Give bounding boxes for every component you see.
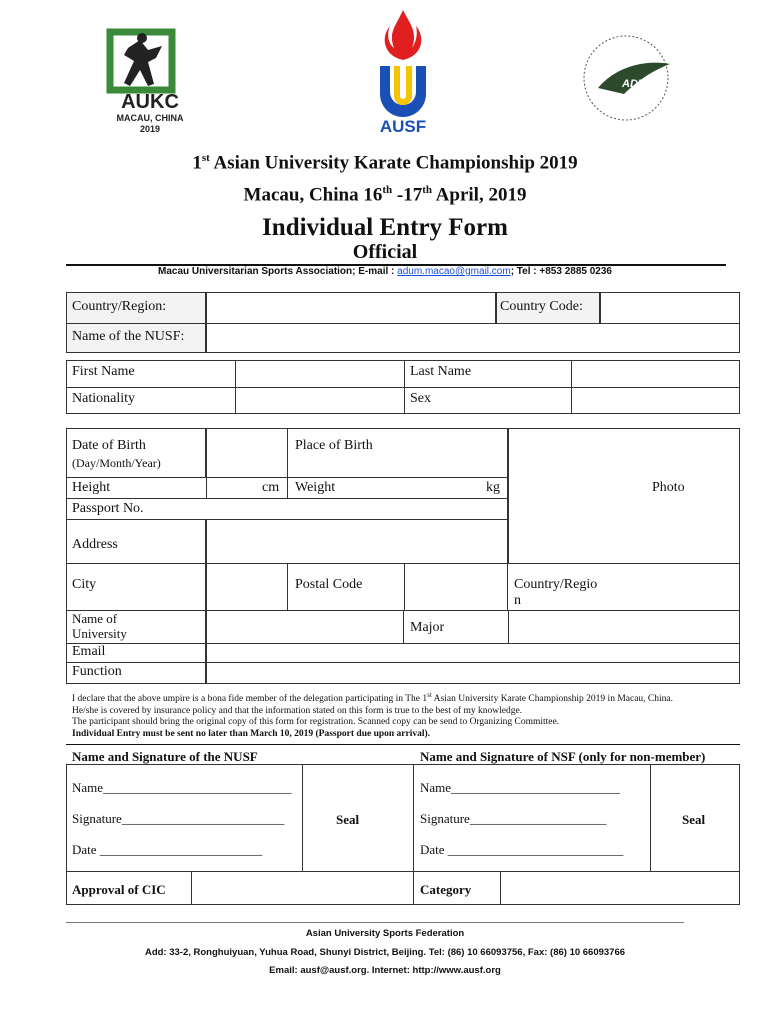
country-code-field[interactable]	[600, 292, 740, 324]
place-of-birth-label: Place of Birth	[295, 438, 373, 453]
country-region-2-label: Country/Regio n	[514, 577, 598, 608]
adum-logo	[568, 30, 684, 126]
city-field[interactable]	[206, 563, 288, 611]
nsf-name-line[interactable]: Name__________________________	[420, 780, 621, 795]
event-date-location: Macau, China 16th -17th April, 2019	[243, 184, 527, 206]
ausf-logo-text: AUSF	[379, 117, 427, 136]
nusf-signature-line[interactable]: Signature_________________________	[72, 811, 285, 826]
nsf-signature-line[interactable]: Signature_____________________	[420, 811, 607, 826]
adum-logo-text: ADUM	[622, 78, 655, 90]
passport-label: Passport No.	[72, 501, 144, 516]
form-subtitle: Official	[352, 241, 418, 263]
declaration-divider	[66, 744, 740, 745]
nusf-name-line[interactable]: Name_____________________________	[72, 780, 292, 795]
weight-unit: kg	[486, 480, 500, 495]
weight-label: Weight	[295, 480, 336, 495]
cic-approval-label: Approval of CIC	[72, 882, 166, 897]
height-unit: cm	[262, 480, 280, 495]
championship-title: 1st Asian University Karate Championship 2019	[192, 152, 578, 174]
declaration-text: I declare that the above umpire is a bona fide member of the delegation participating in The 1st Asian University Karate Championship 2019 in Macau, China. He/she is covered by insurance policy and that the information stated on this form is true to the best of my knowledge. The participant should bring the original copy of this form for registration. Scanned copy can be send to Organizing Committee. Individual Entry must be sent no later than March 10, 2019 (Passport due upon arrival).	[72, 691, 673, 739]
sex-label: Sex	[410, 391, 431, 406]
form-title: Individual Entry Form	[262, 214, 508, 241]
postal-code-field[interactable]	[404, 563, 508, 611]
footer-divider	[66, 922, 684, 923]
aukc-logo-city: MACAU, CHINA	[116, 113, 184, 123]
university-label: Name of University	[72, 611, 127, 641]
ausf-logo	[366, 8, 440, 136]
nusf-date-line[interactable]: Date _________________________	[72, 842, 263, 857]
footer-address: Add: 33-2, Ronghuiyuan, Yuhua Road, Shunyi District, Beijing. Tel: (86) 10 66093756, Fax: (86) 10 66093766	[144, 947, 626, 958]
nsf-seal-label: Seal	[682, 812, 706, 827]
nusf-signature-heading: Name and Signature of the NUSF	[72, 749, 258, 764]
first-name-field[interactable]	[235, 360, 405, 388]
major-label: Major	[410, 620, 445, 635]
height-label: Height	[72, 480, 111, 495]
university-field[interactable]	[206, 610, 404, 644]
category-field[interactable]	[500, 871, 740, 905]
aukc-logo-text: AUKC	[121, 91, 179, 113]
nusf-name-label: Name of the NUSF:	[72, 329, 185, 344]
address-label: Address	[72, 537, 118, 552]
aukc-logo	[100, 28, 200, 138]
nationality-label: Nationality	[72, 391, 135, 406]
country-code-label: Country Code:	[500, 299, 583, 314]
country-region-label: Country/Region:	[72, 299, 167, 314]
photo-box[interactable]	[508, 428, 740, 564]
email-field[interactable]	[206, 643, 740, 663]
nsf-date-line[interactable]: Date ___________________________	[420, 842, 624, 857]
country-region-field[interactable]	[206, 292, 496, 324]
dob-field[interactable]	[206, 428, 288, 478]
major-field[interactable]	[508, 610, 740, 644]
nusf-name-field[interactable]	[206, 323, 740, 353]
sex-field[interactable]	[571, 387, 740, 414]
last-name-label: Last Name	[410, 364, 472, 379]
cic-approval-field[interactable]	[191, 871, 414, 905]
email-label: Email	[72, 644, 106, 659]
category-label: Category	[420, 882, 472, 897]
nsf-signature-heading: Name and Signature of NSF (only for non-member)	[420, 749, 706, 764]
organizer-contact: Macau Universitarian Sports Association; E-mail : adum.macao@gmail.com; Tel : +853 2885 0236	[158, 266, 612, 277]
organizer-email-link[interactable]: adum.macao@gmail.com	[397, 266, 511, 277]
photo-label: Photo	[652, 480, 685, 495]
dob-format-hint: (Day/Month/Year)	[72, 456, 161, 470]
function-field[interactable]	[206, 662, 740, 684]
footer-web: Email: ausf@ausf.org. Internet: http://www.ausf.org	[269, 965, 501, 976]
first-name-label: First Name	[72, 364, 135, 379]
nusf-seal-label: Seal	[336, 812, 360, 827]
dob-label: Date of Birth	[72, 438, 146, 453]
footer-org-name: Asian University Sports Federation	[305, 928, 465, 939]
address-field[interactable]	[206, 519, 508, 564]
function-label: Function	[72, 664, 122, 679]
nationality-field[interactable]	[235, 387, 405, 414]
aukc-logo-year: 2019	[139, 124, 161, 134]
last-name-field[interactable]	[571, 360, 740, 388]
city-label: City	[72, 577, 97, 592]
postal-code-label: Postal Code	[295, 577, 363, 592]
